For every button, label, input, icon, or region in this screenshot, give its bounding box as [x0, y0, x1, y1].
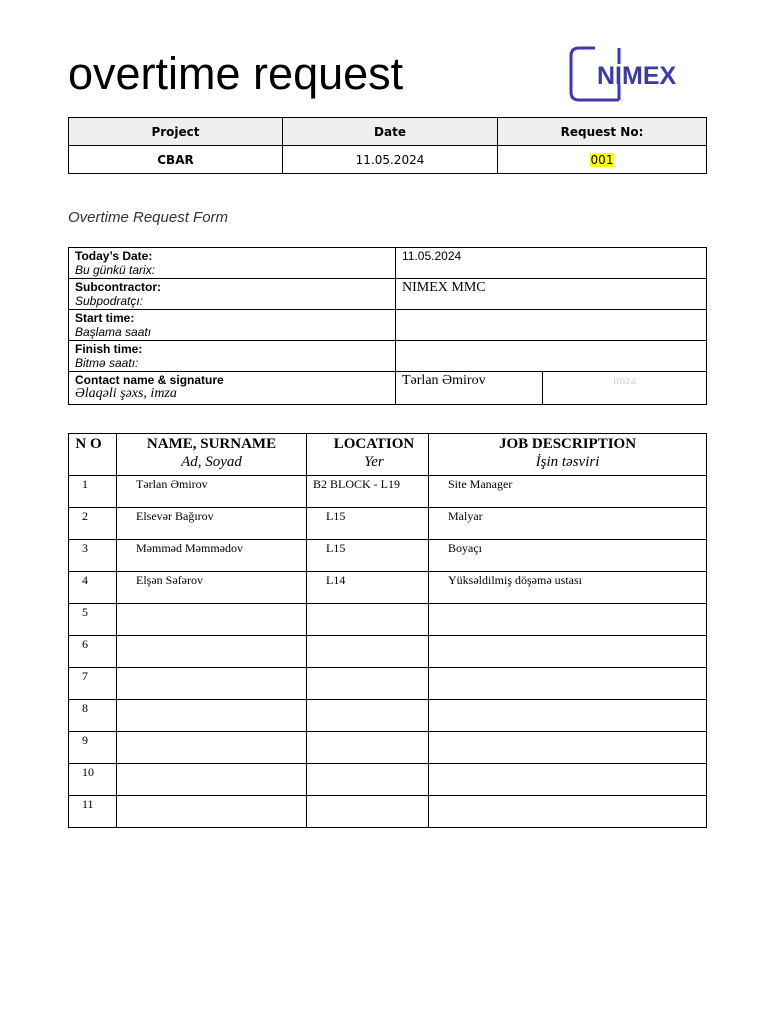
location-cell[interactable]: [307, 636, 429, 668]
name-cell[interactable]: Məmməd Məmmədov: [117, 540, 307, 572]
name-cell[interactable]: [117, 636, 307, 668]
row-number: 5: [69, 604, 117, 636]
contact-name-field[interactable]: [396, 372, 543, 405]
date-header: Date: [283, 118, 498, 146]
request-form-table: [68, 247, 707, 405]
name-cell[interactable]: [117, 604, 307, 636]
table-row: [69, 796, 707, 828]
name-cell[interactable]: [117, 668, 307, 700]
start-time-field[interactable]: [396, 310, 707, 341]
form-row-contact: [69, 372, 707, 405]
row-number: 8: [69, 700, 117, 732]
row-number: 4: [69, 572, 117, 604]
label-az: Subpodratçı:: [75, 294, 144, 308]
label-en: Finish time:: [75, 342, 143, 356]
label-az: Bitmə saatı:: [75, 356, 139, 370]
subcontractor-field[interactable]: [396, 279, 707, 310]
table-row: [69, 636, 707, 668]
nimex-logo-mark: [567, 44, 685, 104]
location-cell[interactable]: [307, 572, 429, 604]
location-header: [307, 434, 429, 476]
job-cell[interactable]: Site Manager: [429, 476, 707, 508]
location-value: B2 BLOCK - L19: [313, 477, 400, 491]
row-number: 2: [69, 508, 117, 540]
name-cell[interactable]: [117, 796, 307, 828]
todays-date-field[interactable]: [396, 248, 707, 279]
table-row: [69, 732, 707, 764]
location-value: L14: [326, 573, 346, 587]
table-row: [69, 668, 707, 700]
label-en: Contact name & signature: [75, 373, 224, 387]
row-number: 10: [69, 764, 117, 796]
name-header-az: Ad, Soyad: [181, 454, 242, 470]
job-cell[interactable]: [429, 604, 707, 636]
form-row-subcontractor: [69, 279, 707, 310]
name-cell[interactable]: Tərlan Əmirov: [117, 476, 307, 508]
request-no-value: 001: [590, 152, 614, 167]
form-row-finish-time: [69, 341, 707, 372]
job-cell[interactable]: [429, 700, 707, 732]
table-row: [69, 540, 707, 572]
date-value: 11.05.2024: [283, 146, 498, 174]
job-cell[interactable]: [429, 668, 707, 700]
job-header: [429, 434, 707, 476]
row-number: 6: [69, 636, 117, 668]
form-row-todays-date: [69, 248, 707, 279]
location-cell[interactable]: [307, 540, 429, 572]
form-title: Overtime Request Form: [68, 209, 229, 226]
label-en: Start time:: [75, 311, 135, 325]
name-cell[interactable]: Elsevər Bağırov: [117, 508, 307, 540]
location-cell[interactable]: [307, 508, 429, 540]
table-row: [69, 508, 707, 540]
name-cell[interactable]: [117, 700, 307, 732]
todays-date-value: 11.05.2024: [402, 249, 462, 263]
no-header: N O: [69, 434, 117, 476]
project-header: Project: [69, 118, 283, 146]
table-row: [69, 476, 707, 508]
form-label: [69, 248, 396, 279]
job-cell[interactable]: Boyaçı: [429, 540, 707, 572]
table-row: [69, 764, 707, 796]
location-cell[interactable]: [307, 732, 429, 764]
signature-field[interactable]: [543, 372, 707, 405]
location-value: L15: [326, 509, 346, 523]
location-cell[interactable]: [307, 700, 429, 732]
location-header-az: Yer: [364, 454, 384, 470]
name-header-en: NAME, SURNAME: [146, 436, 277, 452]
signature-placeholder: imza: [612, 373, 637, 387]
label-az: Başlama saatı: [75, 325, 152, 339]
table-row: [69, 700, 707, 732]
employee-table-header: [69, 434, 707, 476]
row-number: 1: [69, 476, 117, 508]
row-number: 9: [69, 732, 117, 764]
job-cell[interactable]: Malyar: [429, 508, 707, 540]
subcontractor-value: NIMEX MMC: [402, 280, 486, 295]
project-info-table: [68, 117, 707, 174]
row-number: 7: [69, 668, 117, 700]
location-cell[interactable]: [307, 668, 429, 700]
name-header: [117, 434, 307, 476]
location-value: L15: [326, 541, 346, 555]
row-number: 3: [69, 540, 117, 572]
name-cell[interactable]: [117, 732, 307, 764]
location-cell[interactable]: [307, 764, 429, 796]
label-az: Bu günkü tarix:: [75, 263, 156, 277]
request-no-header: Request No:: [498, 118, 707, 146]
project-value: CBAR: [69, 146, 283, 174]
label-az: Əlaqəli şəxs, imza: [75, 386, 177, 401]
form-label: [69, 341, 396, 372]
job-cell[interactable]: Yüksəldilmiş döşəmə ustası: [429, 572, 707, 604]
location-cell[interactable]: [307, 604, 429, 636]
logo-text: NIMEX: [597, 62, 677, 90]
document-title: overtime request: [68, 48, 404, 99]
form-label: [69, 279, 396, 310]
location-header-en: LOCATION: [333, 436, 415, 452]
label-en: Subcontractor:: [75, 280, 162, 294]
location-cell[interactable]: [307, 476, 429, 508]
job-header-az: İşin təsviri: [535, 454, 600, 470]
nimex-logo: [567, 44, 685, 104]
location-cell[interactable]: [307, 796, 429, 828]
form-label: [69, 372, 396, 405]
job-cell[interactable]: [429, 764, 707, 796]
name-cell[interactable]: Elşən Səfərov: [117, 572, 307, 604]
request-no-cell: [498, 146, 707, 174]
label-en: Today’s Date:: [75, 249, 153, 263]
employee-table: [68, 433, 707, 828]
contact-name-value: Tərlan Əmirov: [402, 373, 486, 388]
finish-time-field[interactable]: [396, 341, 707, 372]
job-header-en: JOB DESCRIPTION: [498, 436, 637, 452]
form-row-start-time: [69, 310, 707, 341]
name-cell[interactable]: [117, 764, 307, 796]
job-cell[interactable]: [429, 796, 707, 828]
form-label: [69, 310, 396, 341]
table-row: [69, 604, 707, 636]
row-number: 11: [69, 796, 117, 828]
job-cell[interactable]: [429, 732, 707, 764]
table-row: [69, 572, 707, 604]
job-cell[interactable]: [429, 636, 707, 668]
